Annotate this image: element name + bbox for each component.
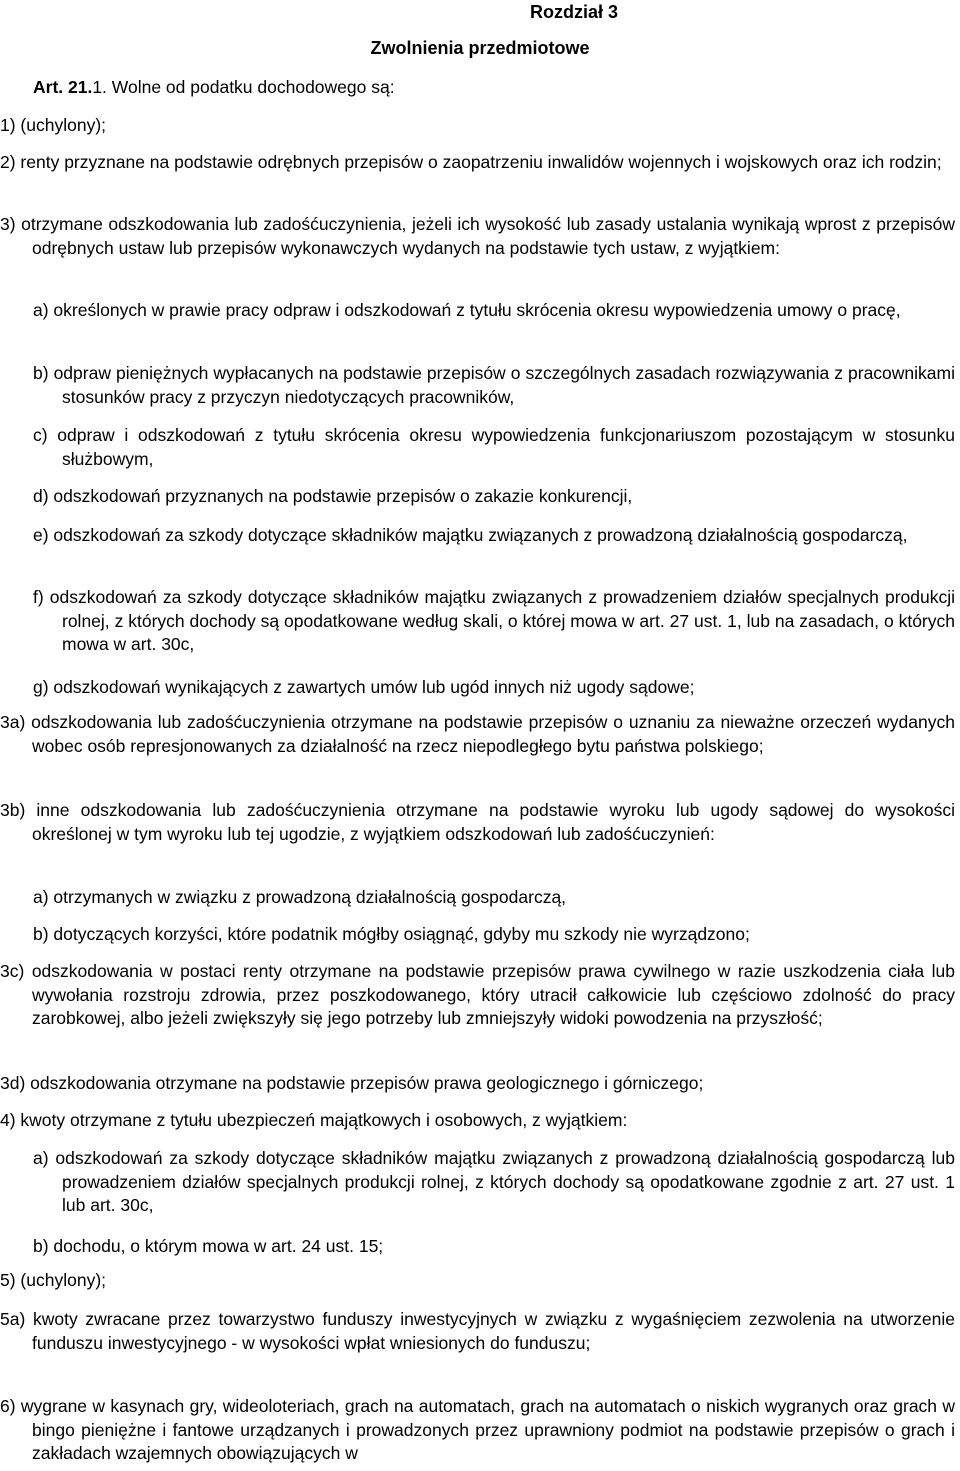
item-3d: 3d) odszkodowania otrzymane na podstawie przepisów prawa geologicznego i górniczego; (0, 1073, 704, 1093)
item-2: 2) renty przyznane na podstawie odrębnych przepisów o zaopatrzeniu inwalidów wojennych i wojskowych oraz ich rodzin; (0, 152, 942, 172)
item-3: 3) otrzymane odszkodowania lub zadośćuczynienia, jeżeli ich wysokość lub zasady ustalania wynikają wprost z przepisów odrębnych ustaw lub przepisów wykonawczych wydanych na podstawie tych ustaw, z wyjątkiem: (0, 214, 955, 258)
item-5: 5) (uchylony); (0, 1270, 107, 1290)
item-4-sub-a: a) odszkodowań za szkody dotyczące składników majątku związanych z prowadzoną działalnością gospodarczą lub prowadzeniem działów specjalnych produkcji rolnej, z których dochody są opodatkowane zgodnie z art. 27 ust. 1 lub art. 30c, (33, 1148, 955, 1215)
chapter-number-text: Rozdział 3 (529, 2, 618, 22)
chapter-title-text: Zwolnienia przedmiotowe (370, 38, 590, 58)
item-3-sub-b: b) odpraw pieniężnych wypłacanych na podstawie przepisów o szczególnych zasadach rozwiązywania z pracownikami stosunków pracy z przyczyn niedotyczących pracowników, (33, 363, 955, 407)
item-4-sub-b: b) dochodu, o którym mowa w art. 24 ust. 15; (33, 1236, 384, 1256)
article-label: Art. 21. (33, 77, 93, 97)
item-3-sub-g: g) odszkodowań wynikających z zawartych umów lub ugód innych niż ugody sądowe; (33, 677, 695, 697)
article-intro (33, 76, 395, 100)
item-6: 6) wygrane w kasynach gry, wideoloteriach, grach na automatach, grach na automatach o niskich wygranych oraz grach w bingo pieniężne i fantowe urządzanych i prowadzonych przez uprawniony podmiot na podstawie przepisów o grach i zakładach wzajemnych obowiązujących w (0, 1396, 955, 1463)
item-3-sub-c: c) odpraw i odszkodowań z tytułu skrócenia okresu wypowiedzenia funkcjonariuszom pozostającym w stosunku służbowym, (33, 425, 955, 469)
item-4: 4) kwoty otrzymane z tytułu ubezpieczeń majątkowych i osobowych, z wyjątkiem: (0, 1110, 628, 1130)
chapter-number (94, 1, 960, 25)
item-3-sub-a: a) określonych w prawie pracy odpraw i odszkodowań z tytułu skrócenia okresu wypowiedzenia umowy o pracę, (33, 300, 901, 320)
article-intro-text: 1. Wolne od podatku dochodowego są: (92, 77, 395, 97)
item-3-sub-f: f) odszkodowań za szkody dotyczące składników majątku związanych z prowadzeniem działów specjalnych produkcji rolnej, z których dochody są opodatkowane według skali, o której mowa w art. 27 ust. 1, lub na zasadach, o których mowa w art. 30c, (33, 587, 955, 654)
chapter-title (0, 37, 960, 61)
item-3b: 3b) inne odszkodowania lub zadośćuczynienia otrzymane na podstawie wyroku lub ugody sądowej do wysokości określonej w tym wyroku lub tej ugodzie, z wyjątkiem odszkodowań lub zadośćuczynień: (0, 800, 955, 844)
item-3c: 3c) odszkodowania w postaci renty otrzymane na podstawie przepisów prawa cywilnego w razie uszkodzenia ciała lub wywołania rozstroju zdrowia, przez poszkodowanego, który utracił całkowicie lub częściowo zdolność do pracy zarobkowej, albo jeżeli zwiększyły się jego potrzeby lub zmniejszyły widoki powodzenia na przyszłość; (0, 961, 955, 1028)
item-3-sub-d: d) odszkodowań przyznanych na podstawie przepisów o zakazie konkurencji, (33, 486, 633, 506)
item-3-sub-e: e) odszkodowań za szkody dotyczące składników majątku związanych z prowadzoną działalnością gospodarczą, (33, 525, 908, 545)
item-1: 1) (uchylony); (0, 115, 107, 135)
item-3b-sub-b: b) dotyczących korzyści, które podatnik mógłby osiągnąć, gdyby mu szkody nie wyrządzono; (33, 924, 750, 944)
item-5a: 5a) kwoty zwracane przez towarzystwo funduszy inwestycyjnych w związku z wygaśnięciem zezwolenia na utworzenie funduszu inwestycyjnego - w wysokości wpłat wniesionych do funduszu; (0, 1309, 955, 1353)
item-3b-sub-a: a) otrzymanych w związku z prowadzoną działalnością gospodarczą, (33, 887, 567, 907)
item-3a: 3a) odszkodowania lub zadośćuczynienia otrzymane na podstawie przepisów o uznaniu za nieważne orzeczeń wydanych wobec osób represjonowanych za działalność na rzecz niepodległego bytu państwa polskiego; (0, 712, 955, 756)
